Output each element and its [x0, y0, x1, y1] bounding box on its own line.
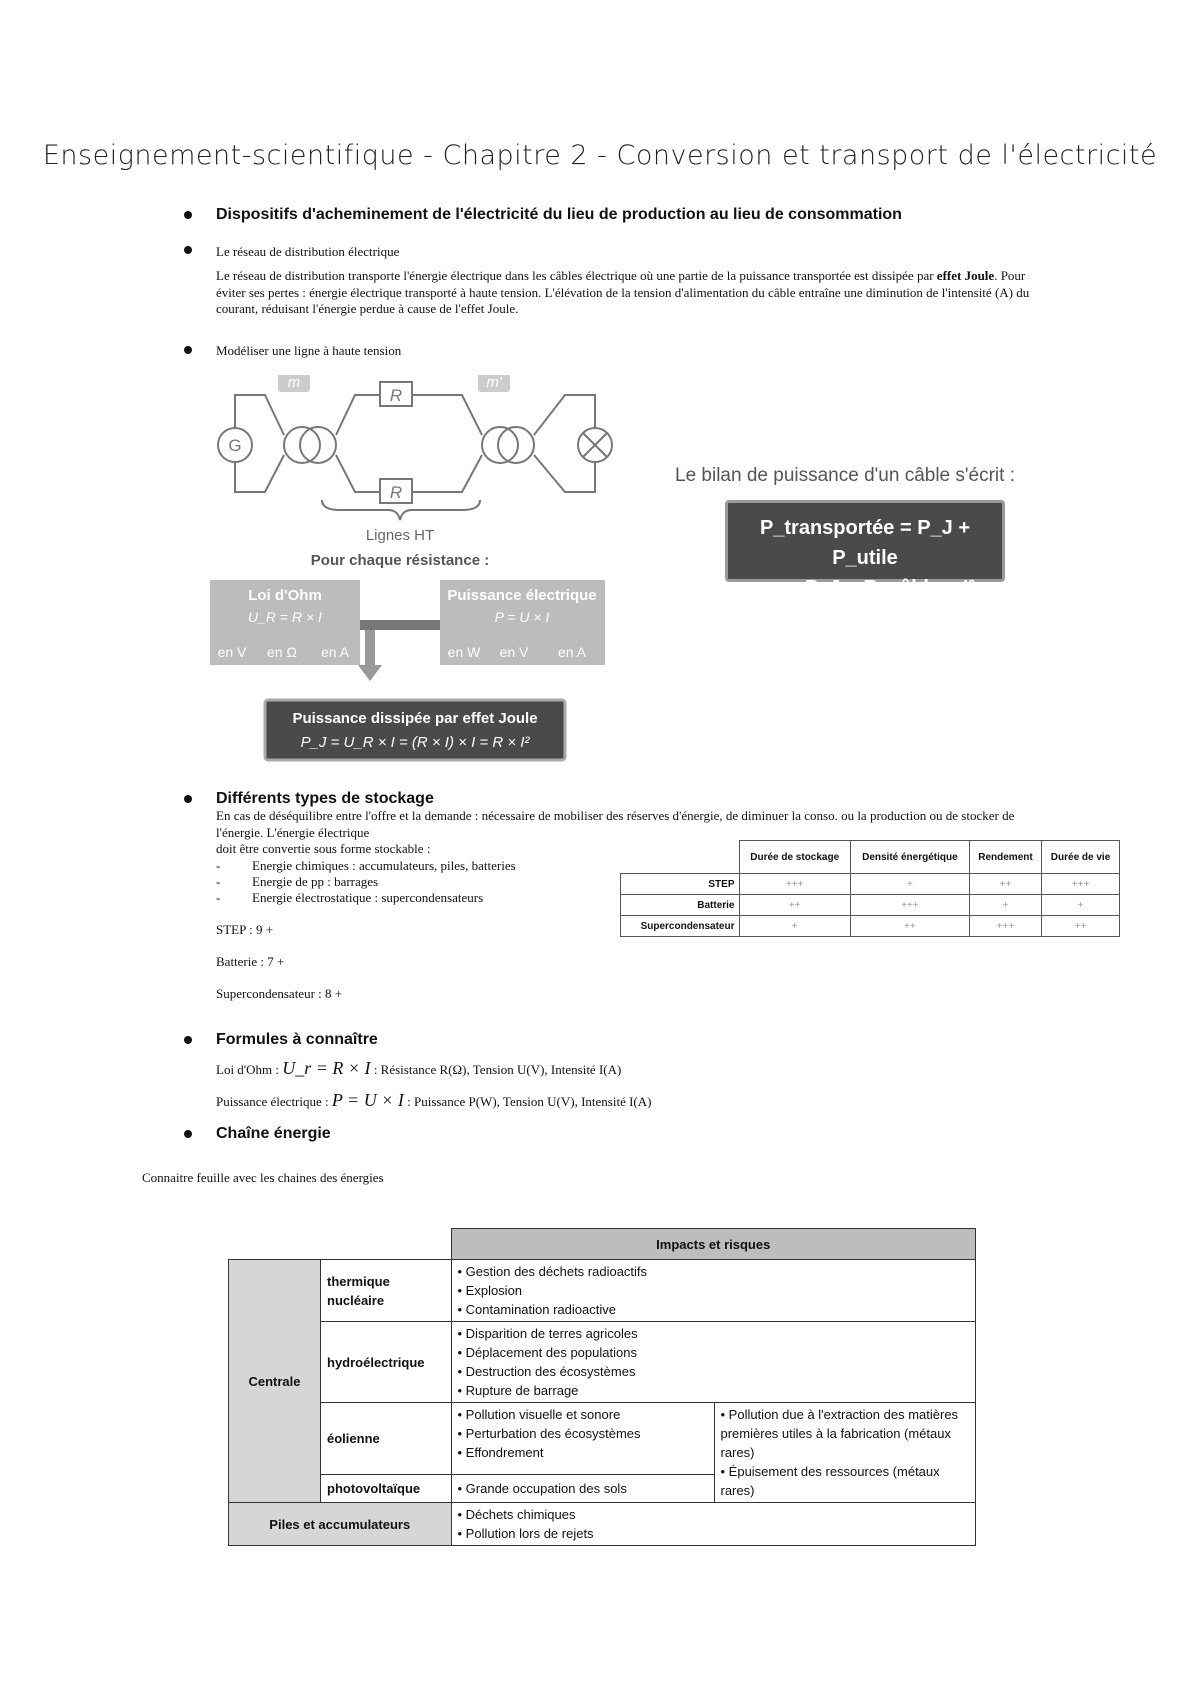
chaine-note: Connaitre feuille avec les chaines des énergies — [142, 1170, 384, 1185]
label-r-bottom: R — [389, 483, 403, 502]
stockage-paragraph: En cas de déséquilibre entre l'offre et la demande : nécessaire de mobiliser des réserves d'énergie, de diminuer la conso. ou la production ou de stocker de l'énergie. L'énergie électrique — [216, 808, 1015, 840]
row-label: thermique nucléaire — [321, 1260, 452, 1322]
row-label: Piles et accumulateurs — [229, 1503, 452, 1546]
score-supercondensateur: Supercondensateur : 8 + — [216, 986, 343, 1001]
high-voltage-line-diagram — [210, 375, 630, 770]
ohm-unit-ohm: en Ω — [267, 644, 297, 660]
table-row: photovoltaïque • Grande occupation des sols — [229, 1475, 976, 1503]
label-r-top: R — [389, 386, 403, 405]
table-header: Durée de stockage — [739, 841, 850, 874]
pe-unit-v: en V — [499, 644, 529, 660]
ohm-box-title: Loi d'Ohm — [248, 587, 322, 604]
reseau-paragraph: Le réseau de distribution transporte l'énergie électrique dans les câbles électrique où une partie de la puissance transportée est dissipée par effet Joule. Pour éviter ses pertes : énergie électrique transporté à haute tension. L'élévation de la tension d'alimentation du câble entraîne une diminution de l'intensité (A) du courant, réduisant l'énergie perdue à cause de l'effet Joule. — [216, 268, 1030, 316]
label-per-resistance: Pour chaque résistance : — [310, 552, 490, 569]
generator-label: G — [228, 436, 242, 455]
table-header: Densité énergétique — [850, 841, 969, 874]
table-row: Piles et accumulateurs • Déchets chimiques • Pollution lors de rejets — [229, 1503, 976, 1546]
power-formula: P = U × I — [331, 1090, 404, 1110]
bullet-dot — [184, 1130, 192, 1138]
pe-unit-a: en A — [557, 644, 587, 660]
stockage-paragraph-2: doit être convertie sous forme stockable : — [216, 841, 431, 856]
stockage-list — [216, 858, 596, 906]
score-batterie: Batterie : 7 + — [216, 954, 285, 969]
effet-joule-bold: effet Joule — [936, 268, 995, 283]
row-label: photovoltaïque — [321, 1475, 452, 1503]
bullet-dot — [184, 346, 192, 354]
score-step: STEP : 9 + — [216, 922, 274, 937]
ohm-formula: U_r = R × I — [282, 1058, 371, 1078]
ohm-unit-a: en A — [320, 644, 350, 660]
section-heading-stockage: Différents types de stockage — [216, 790, 434, 807]
section-heading-reseau: Le réseau de distribution électrique — [216, 244, 400, 259]
row-label: éolienne — [321, 1403, 452, 1475]
storage-table — [620, 840, 1120, 937]
table-row: éolienne • Pollution visuelle et sonore • Perturbation des écosystèmes • Effondrement • Pollution due à l'extraction des matières premières utiles à la fabrication (métaux rares) • Épuisement des ressources (métaux rares) — [229, 1403, 976, 1475]
bullet-dot — [184, 246, 192, 254]
section-heading-chaine: Chaîne énergie — [216, 1125, 331, 1142]
formula-ohm: Loi d'Ohm : U_r = R × I : Résistance R(Ω), Tension U(V), Intensité I(A) — [216, 1058, 622, 1078]
impacts-table — [228, 1228, 976, 1546]
bilan-label: Le bilan de puissance d'un câble s'écrit : — [675, 465, 1015, 486]
list-item: - Energie de pp : barrages — [216, 874, 596, 890]
impacts-header: Impacts et risques — [451, 1229, 976, 1260]
pe-box-formula: P = U × I — [494, 609, 550, 625]
row-label: STEP — [621, 874, 740, 895]
section-heading-ligne-ht: Modéliser une ligne à haute tension — [216, 343, 402, 358]
table-row: Supercondensateur + ++ +++ ++ — [621, 916, 1120, 937]
section-heading-acheminement: Dispositifs d'acheminement de l'électricité du lieu de production au lieu de consommation — [216, 206, 902, 223]
row-label: Supercondensateur — [621, 916, 740, 937]
row-label: Batterie — [621, 895, 740, 916]
bilan-line-1: P_transportée = P_J + P_utile — [759, 517, 971, 569]
list-item: - Energie électrostatique : supercondensateurs — [216, 890, 596, 906]
bilan-box — [725, 500, 1005, 599]
bullet-dot — [184, 795, 192, 803]
bullet-dot — [184, 1036, 192, 1044]
table-header: Rendement — [969, 841, 1041, 874]
joule-box-title: Puissance dissipée par effet Joule — [292, 710, 538, 727]
transformer-left-icon — [284, 427, 320, 463]
table-row: Batterie ++ +++ + + — [621, 895, 1120, 916]
label-m: m — [287, 375, 301, 391]
row-label: hydroélectrique — [321, 1322, 452, 1403]
pe-box-title: Puissance électrique — [447, 587, 597, 604]
formula-power: Puissance électrique : P = U × I : Puissance P(W), Tension U(V), Intensité I(A) — [216, 1090, 652, 1110]
ohm-box-formula: U_R = R × I — [248, 609, 322, 625]
section-heading-formules: Formules à connaître — [216, 1031, 378, 1048]
label-lignes-ht: Lignes HT — [365, 527, 435, 544]
joule-box-formula: P_J = U_R × I = (R × I) × I = R × I² — [300, 734, 530, 751]
centrale-label: Centrale — [229, 1260, 321, 1503]
shared-impacts-cell: • Pollution due à l'extraction des matières premières utiles à la fabrication (métaux rares) • Épuisement des ressources (métaux rares) — [714, 1403, 976, 1503]
table-row: STEP +++ + ++ +++ — [621, 874, 1120, 895]
transformer-right-icon — [482, 427, 518, 463]
bilan-line-2: avec P_J = R_câble × I² — [754, 577, 976, 599]
pe-unit-w: en W — [447, 644, 481, 660]
page-title: Enseignement-scientifique - Chapitre 2 - Conversion et transport de l'électricité — [42, 140, 1158, 171]
list-item: - Energie chimiques : accumulateurs, piles, batteries — [216, 858, 596, 874]
label-m-prime: m' — [486, 375, 502, 391]
table-row: hydroélectrique • Disparition de terres agricoles • Déplacement des populations • Destruction des écosystèmes • Rupture de barrage — [229, 1322, 976, 1403]
ohm-unit-v: en V — [217, 644, 247, 660]
table-row: Centrale thermique nucléaire • Gestion des déchets radioactifs • Explosion • Contamination radioactive — [229, 1260, 976, 1322]
table-header: Durée de vie — [1042, 841, 1120, 874]
bullet-dot — [184, 211, 192, 219]
